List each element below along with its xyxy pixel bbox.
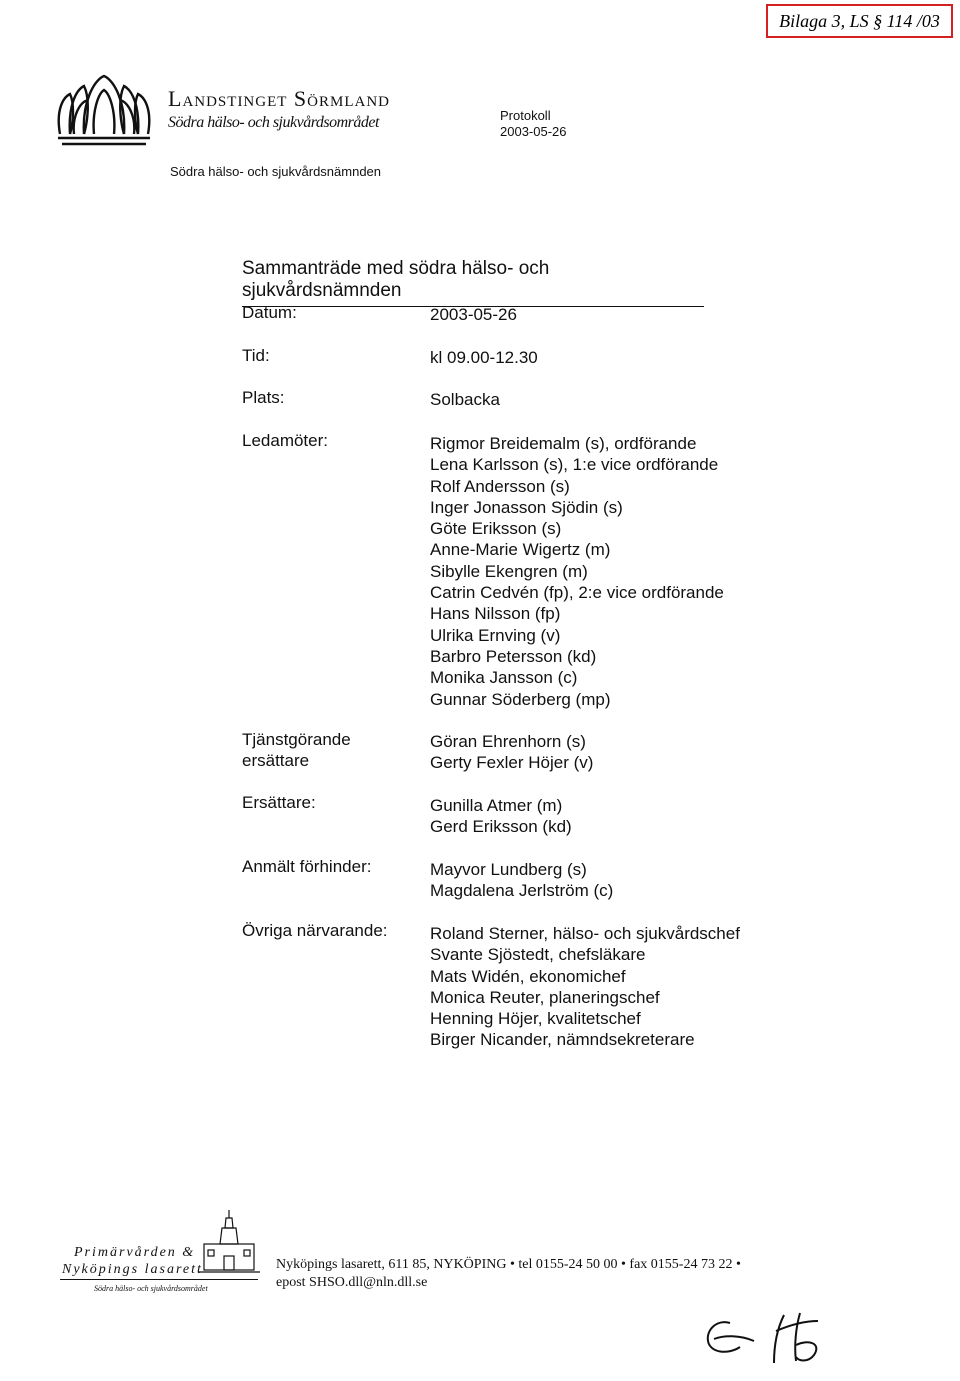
datum-value: 2003-05-26: [430, 305, 517, 324]
list-item: Barbro Petersson (kd): [430, 646, 597, 666]
list-item: Gerd Eriksson (kd): [430, 817, 572, 837]
list-item: Henning Höjer, kvalitetschef: [430, 1009, 641, 1029]
list-item: Magdalena Jerlström (c): [430, 881, 614, 901]
list-item: Roland Sterner, hälso- och sjukvårdschef: [430, 924, 740, 943]
ledamoter-label: Ledamöter:: [242, 431, 328, 450]
footer-logo-line1: Primärvården &: [74, 1245, 196, 1260]
list-item: Gunnar Söderberg (mp): [430, 689, 611, 709]
footer-email: epost SHSO.dll@nln.dll.se: [276, 1275, 428, 1290]
org-subtitle: Södra hälso- och sjukvårdsområdet: [168, 114, 379, 131]
list-item: Monika Jansson (c): [430, 668, 578, 688]
list-item: Inger Jonasson Sjödin (s): [430, 497, 623, 517]
list-item: Gerty Fexler Höjer (v): [430, 753, 594, 773]
list-item: Lena Karlsson (s), 1:e vice ordförande: [430, 455, 719, 475]
forhinder-label: Anmält förhinder:: [242, 857, 372, 876]
list-item: Mayvor Lundberg (s): [430, 860, 587, 879]
list-item: Sibylle Ekengren (m): [430, 561, 588, 581]
list-item: Anne-Marie Wigertz (m): [430, 540, 611, 560]
footer-address-line1: Nyköpings lasarett, 611 85, NYKÖPING • tel 0155-24 50 00 • fax 0155-24 73 22 •: [276, 1257, 741, 1272]
list-item: Ulrika Ernving (v): [430, 625, 561, 645]
list-item: Gunilla Atmer (m): [430, 796, 563, 815]
tjanstgorande-label-line1: Tjänstgörande: [242, 730, 351, 749]
document-type: Protokoll: [500, 108, 551, 123]
document-date: 2003-05-26: [500, 124, 567, 139]
handwritten-initials: [700, 1305, 840, 1369]
org-name: Landstinget Sörmland: [168, 86, 390, 111]
list-item: Göran Ehrenhorn (s): [430, 732, 586, 751]
plats-value: Solbacka: [430, 390, 500, 409]
crown-logo-icon: [52, 72, 156, 154]
tjanstgorande-label: [242, 729, 351, 771]
datum-label: Datum:: [242, 303, 297, 322]
ledamoter-list: [430, 433, 724, 710]
ovriga-list: [430, 923, 740, 1051]
tjanstgorande-list: [430, 731, 593, 774]
list-item: Catrin Cedvén (fp), 2:e vice ordförande: [430, 583, 724, 603]
list-item: Rigmor Breidemalm (s), ordförande: [430, 434, 697, 453]
ersattare-label: Ersättare:: [242, 793, 316, 812]
forhinder-list: [430, 859, 613, 902]
list-item: Birger Nicander, nämndsekreterare: [430, 1030, 695, 1050]
list-item: Rolf Andersson (s): [430, 476, 570, 496]
meeting-heading: Sammanträde med södra hälso- och sjukvårdsnämnden: [242, 258, 704, 307]
tid-value: kl 09.00-12.30: [430, 348, 538, 367]
list-item: Göte Eriksson (s): [430, 519, 562, 539]
ovriga-label: Övriga närvarande:: [242, 921, 388, 940]
committee-name: Södra hälso- och sjukvårdsnämnden: [170, 164, 382, 179]
hospital-building-icon: [198, 1208, 260, 1282]
list-item: Svante Sjöstedt, chefsläkare: [430, 945, 646, 965]
ersattare-list: [430, 795, 572, 838]
tid-label: Tid:: [242, 346, 270, 365]
footer-logo: [60, 1208, 270, 1298]
plats-label: Plats:: [242, 388, 285, 407]
footer-logo-line2: Nyköpings lasarett: [62, 1262, 203, 1277]
tjanstgorande-label-line2: ersättare: [242, 751, 310, 770]
list-item: Hans Nilsson (fp): [430, 604, 561, 624]
list-item: Mats Widén, ekonomichef: [430, 966, 626, 986]
list-item: Monica Reuter, planeringschef: [430, 987, 660, 1007]
footer-logo-line3: Södra hälso- och sjukvårdsområdet: [94, 1284, 208, 1293]
attachment-stamp: Bilaga 3, LS § 114 /03: [766, 4, 953, 38]
footer-address: [276, 1256, 741, 1292]
